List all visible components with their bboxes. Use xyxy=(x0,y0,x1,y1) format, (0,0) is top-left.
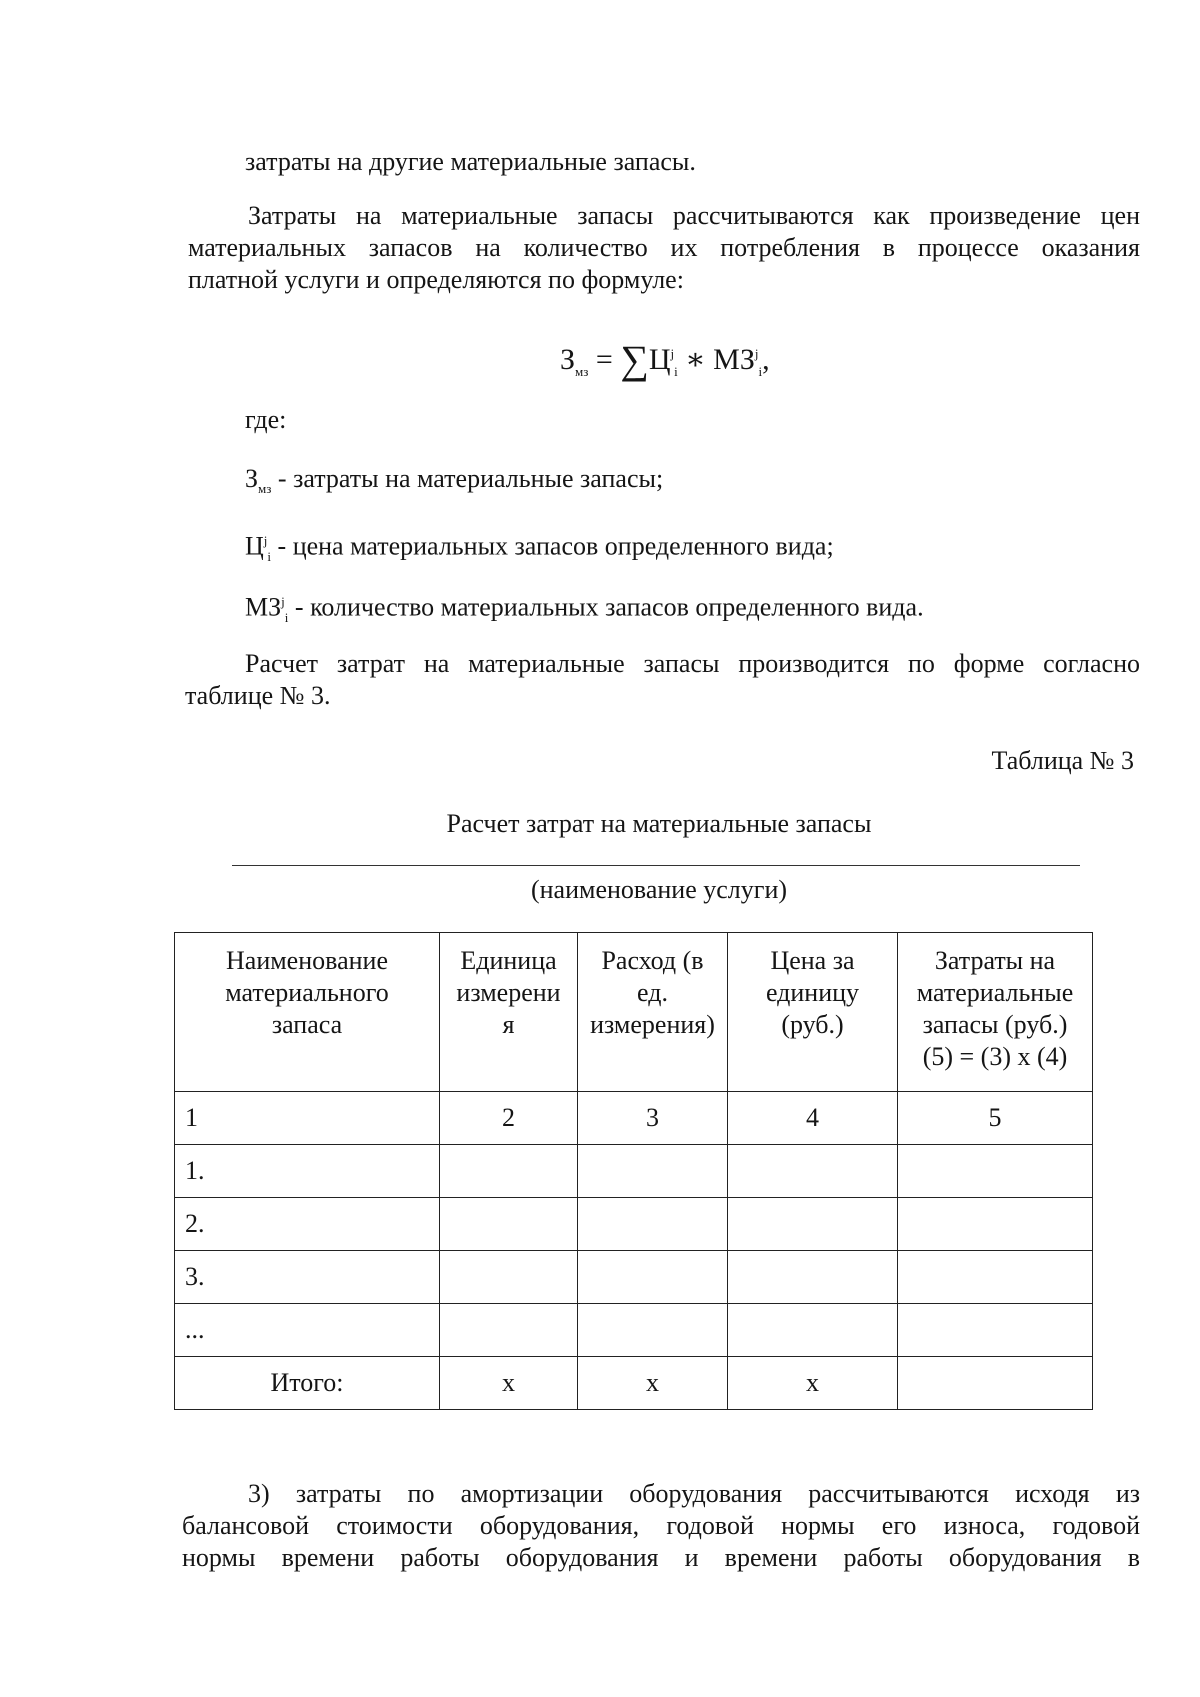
table-cell: х xyxy=(728,1357,898,1410)
header-text: материального xyxy=(225,978,389,1007)
table-cell xyxy=(728,1251,898,1304)
header-text: измерения) xyxy=(590,1010,715,1039)
table-cell xyxy=(898,1145,1093,1198)
table-row xyxy=(175,1304,1093,1357)
formula-operator: = xyxy=(588,343,621,376)
definition-text: - затраты на материальные запасы; xyxy=(271,464,664,493)
total-row xyxy=(175,1357,1093,1410)
paragraph-line: нормы времени работы оборудования и времени работы оборудования в xyxy=(182,1543,1140,1572)
formula-symbol: З xyxy=(560,343,576,376)
table-cell xyxy=(440,1145,578,1198)
header-text: измерени xyxy=(456,978,561,1007)
formula-symbol: МЗ xyxy=(713,343,755,376)
header-cell-material-name xyxy=(175,933,440,1092)
header-cell-unit xyxy=(440,933,578,1092)
paragraph-line: материальных запасов на количество их потребления в процессе оказания xyxy=(188,233,1140,262)
paragraph-line: затраты на другие материальные запасы. xyxy=(245,147,696,176)
service-name-caption: (наименование услуги) xyxy=(530,875,788,904)
table-cell: 3. xyxy=(175,1251,440,1304)
where-label: где: xyxy=(245,405,287,434)
header-text: Расход (в xyxy=(601,946,704,975)
header-text: ед. xyxy=(637,978,668,1007)
definition-text: - цена материальных запасов определенного вида; xyxy=(271,531,834,561)
formula-operator: ∗ xyxy=(677,343,714,376)
formula-subscript: i xyxy=(758,364,763,379)
table-cell: 1. xyxy=(175,1145,440,1198)
header-cell-costs xyxy=(898,933,1093,1092)
table-cell xyxy=(578,1251,728,1304)
table-cell: ... xyxy=(175,1304,440,1357)
definition-superscript: j xyxy=(281,594,285,609)
table-cell: 1 xyxy=(175,1092,440,1145)
formula-subscript: i xyxy=(674,364,678,379)
table-cell xyxy=(898,1357,1093,1410)
header-cell-consumption xyxy=(578,933,728,1092)
total-label: Итого: xyxy=(175,1357,440,1410)
header-text: единицу xyxy=(765,978,860,1007)
table-number: Таблица № 3 xyxy=(991,746,1134,775)
definition-subscript: i xyxy=(267,548,272,564)
formula-symbol: Ц xyxy=(648,343,671,376)
table-cell xyxy=(578,1145,728,1198)
header-text: материальные xyxy=(916,978,1074,1007)
definition-symbol: Ц xyxy=(245,531,264,561)
definition-subscript: i xyxy=(284,609,289,625)
table-cell xyxy=(440,1304,578,1357)
header-text: я xyxy=(502,1010,515,1039)
table-cell: 2. xyxy=(175,1198,440,1251)
table-cell xyxy=(440,1251,578,1304)
table-cell xyxy=(578,1304,728,1357)
table-cell xyxy=(898,1304,1093,1357)
definition-symbol: МЗ xyxy=(245,592,282,622)
header-cell-unit-price xyxy=(728,933,898,1092)
paragraph-line: таблице № 3. xyxy=(185,681,331,710)
paragraph-line: Расчет затрат на материальные запасы производится по форме согласно xyxy=(245,649,1140,678)
header-text: Затраты на xyxy=(934,946,1056,975)
table-cell: 5 xyxy=(898,1092,1093,1145)
header-text: (руб.) xyxy=(781,1010,844,1039)
table-cell xyxy=(728,1198,898,1251)
table-cell: х xyxy=(440,1357,578,1410)
table-row xyxy=(175,1251,1093,1304)
table-cell xyxy=(728,1145,898,1198)
paragraph-line: платной услуги и определяются по формуле: xyxy=(188,265,684,294)
table-cell: 2 xyxy=(440,1092,578,1145)
formula-subscript: мз xyxy=(575,364,589,379)
materials-cost-table xyxy=(174,932,1093,1410)
sum-symbol: ∑ xyxy=(620,337,649,382)
table-cell: х xyxy=(578,1357,728,1410)
header-text: запасы (руб.) xyxy=(922,1010,1068,1039)
cost-formula xyxy=(560,336,770,383)
formula-superscript: j xyxy=(670,346,675,361)
table-header-row xyxy=(175,933,1093,1092)
definition-text: - количество материальных запасов определенного вида. xyxy=(288,592,924,622)
table-cell xyxy=(728,1304,898,1357)
paragraph-line: 3) затраты по амортизации оборудования рассчитываются исходя из xyxy=(248,1479,1140,1508)
header-text: Цена за xyxy=(770,946,855,975)
header-text: Единица xyxy=(460,946,557,975)
table-cell xyxy=(578,1198,728,1251)
definition-line xyxy=(245,586,924,634)
table-cell xyxy=(898,1198,1093,1251)
header-text: Наименование xyxy=(226,946,388,975)
header-text: (5) = (3) х (4) xyxy=(922,1042,1068,1071)
table-cell: 4 xyxy=(728,1092,898,1145)
definition-symbol: З xyxy=(245,464,259,493)
definition-line xyxy=(245,525,834,573)
header-text: запаса xyxy=(271,1010,343,1039)
table-title: Расчет затрат на материальные запасы xyxy=(446,809,872,838)
column-number-row xyxy=(175,1092,1093,1145)
definition-subscript: мз xyxy=(258,481,272,497)
table-cell xyxy=(898,1251,1093,1304)
table-row xyxy=(175,1145,1093,1198)
table-cell xyxy=(440,1198,578,1251)
formula-punctuation: , xyxy=(762,343,770,376)
paragraph-line: Затраты на материальные запасы рассчитываются как произведение цен xyxy=(248,201,1140,230)
definition-superscript: j xyxy=(263,533,268,548)
table-cell: 3 xyxy=(578,1092,728,1145)
definition-line xyxy=(245,463,663,505)
paragraph-line: балансовой стоимости оборудования, годовой нормы его износа, годовой xyxy=(182,1511,1140,1540)
table-row xyxy=(175,1198,1093,1251)
service-name-line xyxy=(232,865,1080,866)
formula-superscript: j xyxy=(754,346,759,361)
